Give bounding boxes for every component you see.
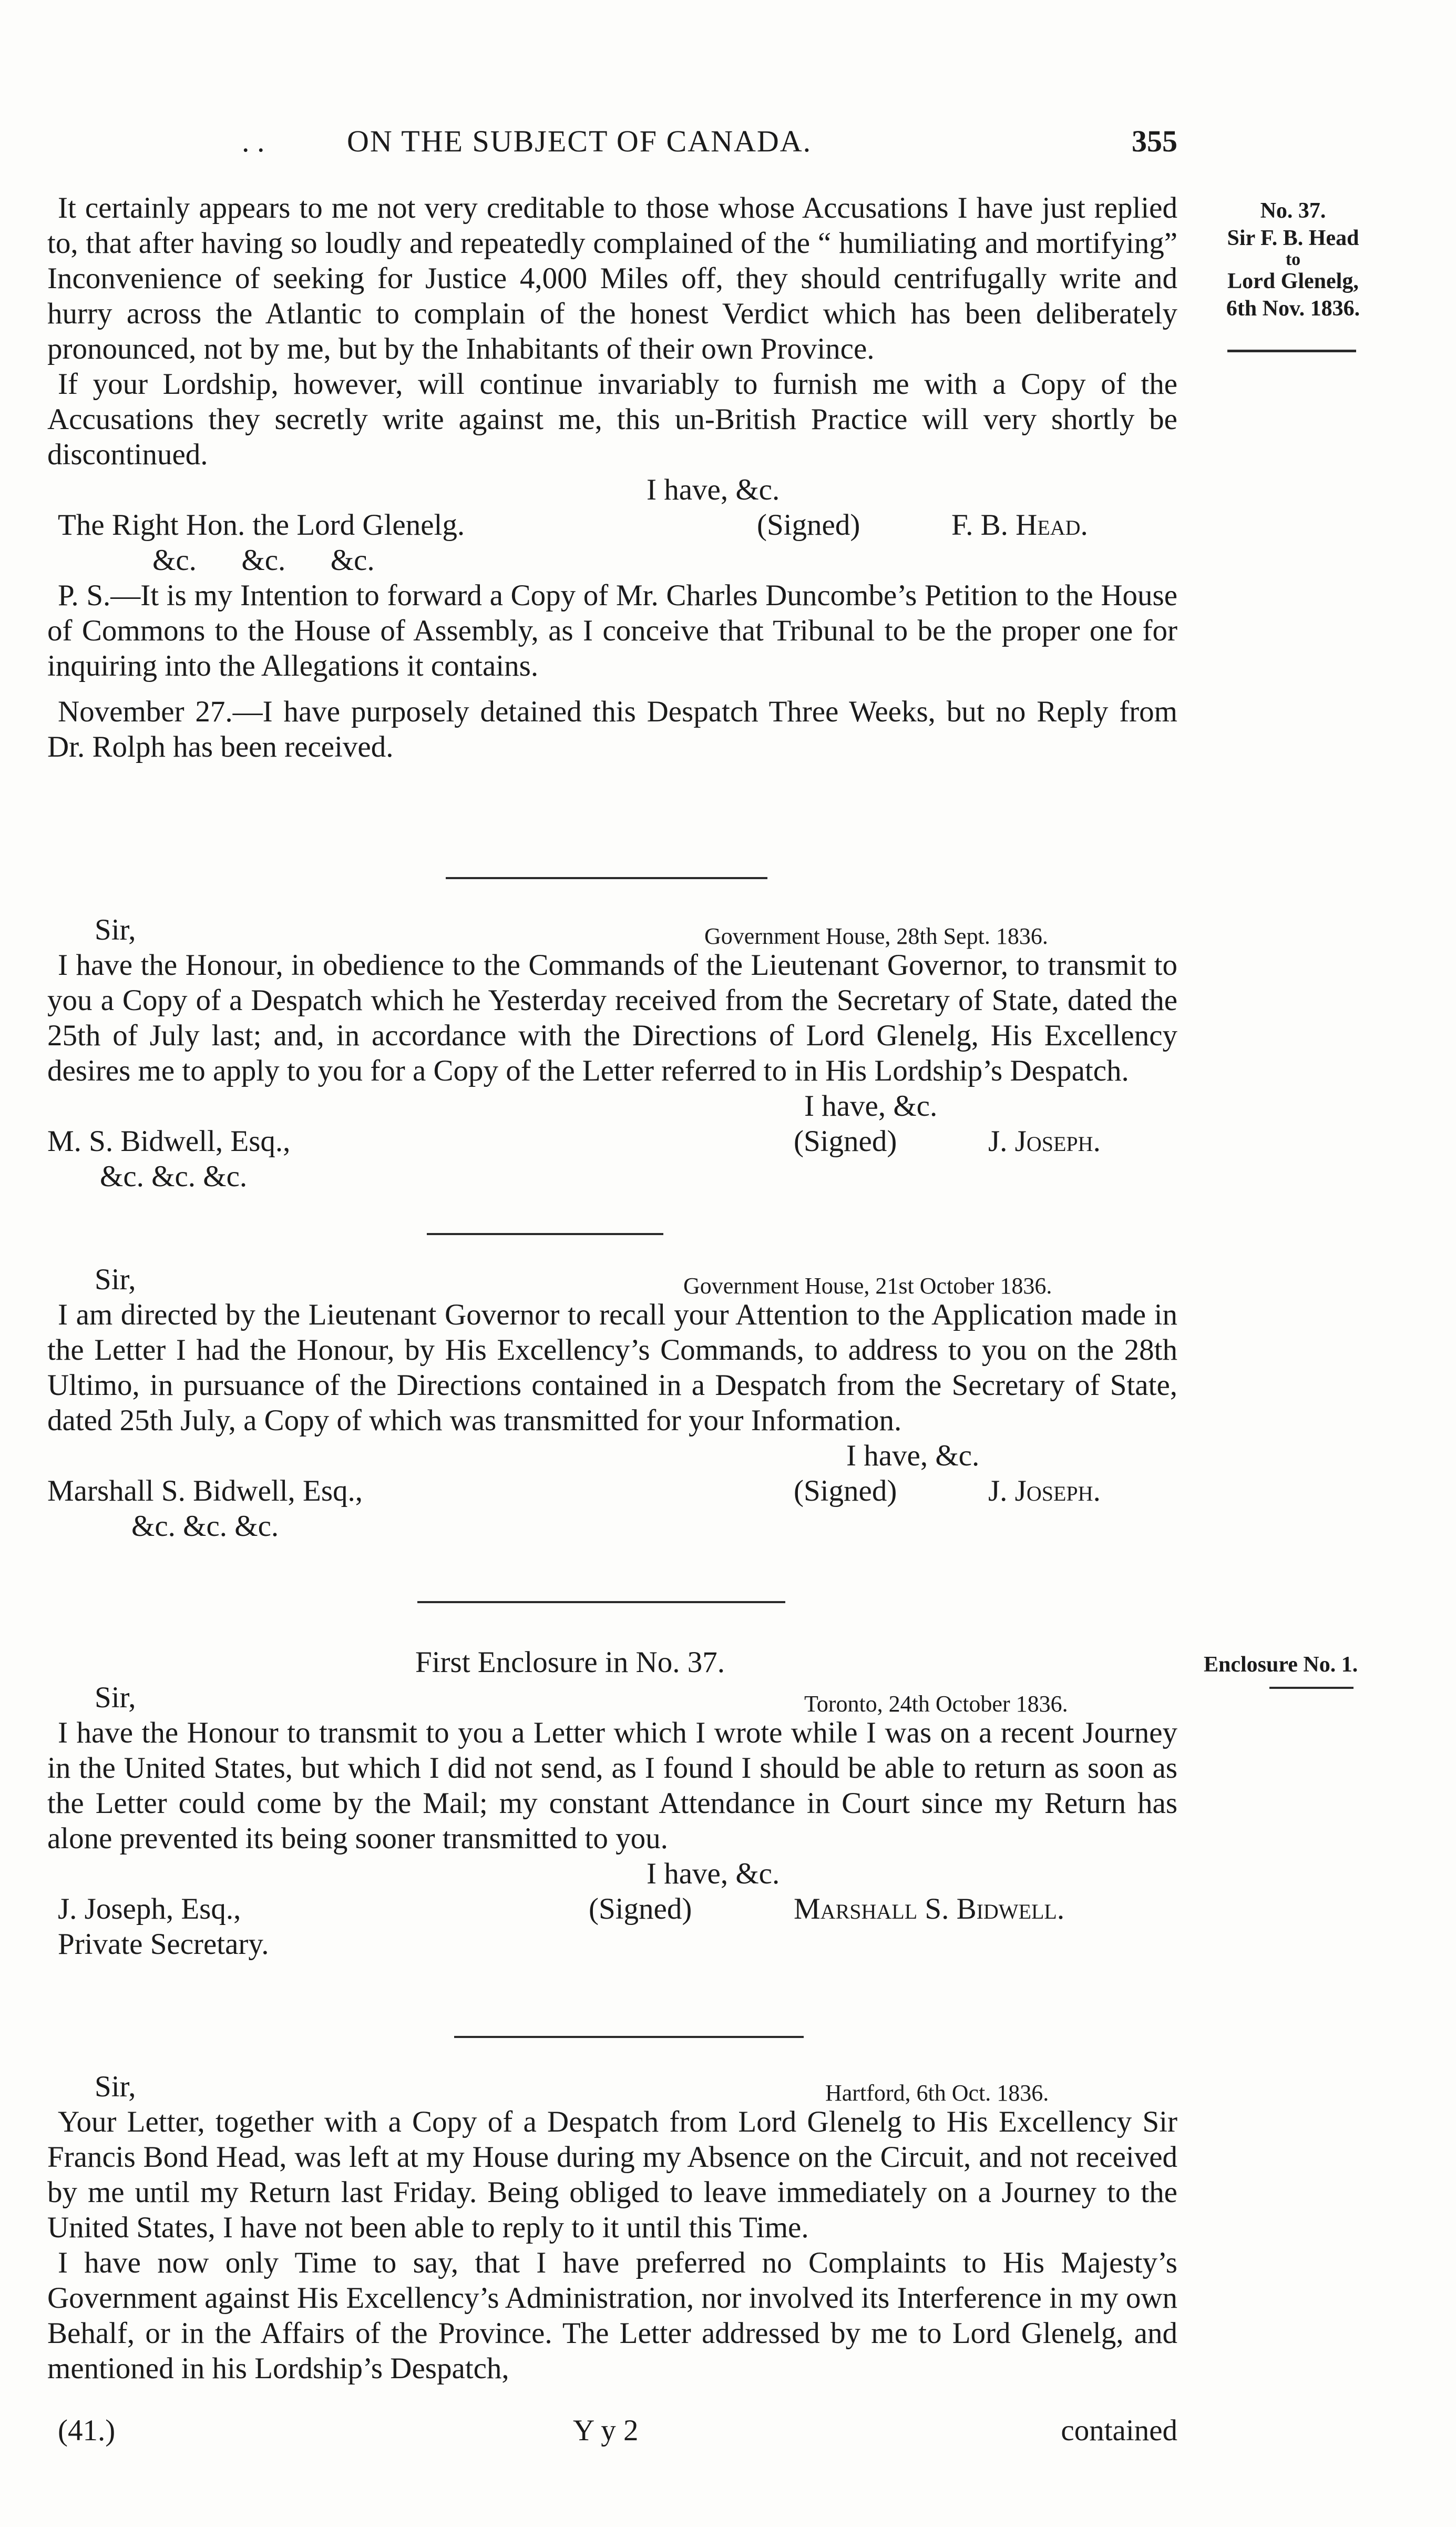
footer-signature-mark: Y y 2 (573, 2414, 639, 2447)
closing-row (47, 1856, 1177, 1891)
page-footer (47, 2413, 1177, 2449)
signed-label: (Signed) (794, 1125, 897, 1158)
salutation: Sir, (95, 2070, 136, 2103)
salutation-row (47, 1262, 1177, 1297)
closing: I have, &c. (846, 1439, 980, 1472)
signature: J. Joseph. (988, 1125, 1101, 1158)
section-divider (417, 1601, 785, 1603)
postscript-note: November 27.—I have purposely detained this Despatch Three Weeks, but no Reply from Dr. Rolph has been received. (47, 695, 1177, 763)
addressee: M. S. Bidwell, Esq., (47, 1125, 291, 1158)
enclosure-heading-row (47, 1645, 1177, 1680)
enclosure-heading: First Enclosure in No. 37. (415, 1646, 725, 1679)
page-number: 355 (1132, 124, 1177, 158)
footer-catchword: contained (1061, 2414, 1177, 2447)
section-divider (446, 877, 767, 879)
salutation: Sir, (95, 913, 136, 946)
addressee: The Right Hon. the Lord Glenelg. (58, 508, 465, 542)
paragraph: If your Lordship, however, will continue invariably to furnish me with a Copy of the Accusations they secretly write against me, this un-British Practice will very shortly be discontinued. (47, 368, 1177, 471)
letter-body: I have the Honour, in obedience to the Commands of the Lieutenant Governor, to transmit to you a Copy of a Despatch which he Yesterday received from the Secretary of State, dated the 25th of July last; and, in accordance with the Directions of Lord Glenelg, His Excellency desires me to apply to you for a Copy of the Letter referred to in His Lordship’s Despatch. (47, 949, 1177, 1087)
dateline: Hartford, 6th Oct. 1836. (825, 2080, 1049, 2106)
margin-note-despatch (1198, 197, 1388, 322)
salutation: Sir, (95, 1681, 136, 1714)
closing-row (47, 472, 1177, 507)
letter-28-sept (47, 912, 1177, 1194)
postscript: P. S.—It is my Intention to forward a Copy of Mr. Charles Duncombe’s Petition to the House of Commons to the House of Assembly, as I conceive that Tribunal to be the proper one for inquiring into the Allegations it contains. (47, 579, 1177, 682)
addressee-etc-row (47, 543, 1177, 578)
margin-note-line: No. 37. (1260, 199, 1326, 223)
salutation: Sir, (95, 1263, 136, 1296)
addressee-role-row (47, 1927, 1177, 1962)
page-title: ON THE SUBJECT OF CANADA. (347, 124, 812, 158)
letter-body: I am directed by the Lieutenant Governor to recall your Attention to the Application made in the Letter I had the Honour, by His Excellency’s Commands, to address to you on the 28th Ultimo, in pursuance of the Directions contained in a Despatch from the Secretary of State, dated 25th July, a Copy of which was transmitted for your Information. (47, 1298, 1177, 1437)
closing-row (47, 1088, 1177, 1124)
letter-21-october (47, 1262, 1177, 1544)
section-divider (427, 1233, 663, 1235)
dateline: Toronto, 24th October 1836. (804, 1691, 1068, 1717)
salutation-row (47, 2069, 1177, 2104)
signature-row (47, 1473, 1177, 1509)
signed-label: (Signed) (757, 508, 860, 542)
margin-note-line: Sir F. B. Head (1227, 226, 1359, 250)
margin-note-line: to (1285, 250, 1301, 269)
margin-divider (1269, 1687, 1354, 1689)
addressee-etc: &c. &c. &c. (100, 1160, 248, 1193)
addressee-etc-row (47, 1509, 1177, 1544)
dateline: Government House, 28th Sept. 1836. (704, 923, 1048, 949)
salutation-row (47, 912, 1177, 947)
addressee-role: Private Secretary. (58, 1928, 269, 1961)
addressee: Marshall S. Bidwell, Esq., (47, 1474, 363, 1507)
paragraph: It certainly appears to me not very creditable to those whose Accusations I have just replied to, that after having so loudly and repeatedly complained of the “ humiliating and mortifying” Inconvenience of seeking for Justice 4,000 Miles off, they should centrifugally write and hurry across the Atlantic to complain of the honest Verdict which has been deliberately pronounced, not by me, but by the Inhabitants of their own Province. (47, 191, 1177, 365)
signature-row (47, 1891, 1177, 1927)
closing: I have, &c. (804, 1089, 938, 1123)
first-enclosure (47, 1645, 1177, 1962)
closing: I have, &c. (647, 1857, 780, 1890)
running-header (242, 124, 1177, 160)
paragraph: Your Letter, together with a Copy of a Despatch from Lord Glenelg to His Excellency Sir Francis Bond Head, was left at my House during my Absence on the Circuit, and not received by me until my Return last Friday. Being obliged to leave immediately on a Journey to the United States, I have not been able to reply to it until this Time. (47, 2105, 1177, 2244)
addressee: J. Joseph, Esq., (58, 1892, 241, 1925)
signed-label: (Signed) (794, 1474, 897, 1507)
addressee-etc: &c. &c. &c. (152, 544, 375, 577)
closing: I have, &c. (647, 473, 780, 506)
signature: F. B. Head. (951, 508, 1088, 542)
signature-row (47, 507, 1177, 543)
addressee-etc: &c. &c. &c. (131, 1510, 279, 1543)
salutation-row (47, 1680, 1177, 1715)
signature-row (47, 1124, 1177, 1159)
paragraph: I have now only Time to say, that I have preferred no Complaints to His Majesty’s Government against His Excellency’s Administration, nor involved its Interference in my own Behalf, or in the Affairs of the Province. The Letter addressed by me to Lord Glenelg, and mentioned in his Lordship’s Despatch, (47, 2246, 1177, 2385)
despatch-continuation (47, 190, 1177, 765)
letter-body: I have the Honour to transmit to you a Letter which I wrote while I was on a recent Journey in the United States, but which I did not send, as I found I should be able to return as soon as the Letter could come by the Mail; my constant Attendance in Court since my Return has alone prevented its being sooner transmitted to you. (47, 1716, 1177, 1855)
signed-label: (Signed) (589, 1892, 692, 1925)
header-dots: . . (242, 124, 265, 158)
signature: J. Joseph. (988, 1474, 1101, 1507)
margin-note-line: Enclosure No. 1. (1204, 1653, 1358, 1677)
letter-hartford (47, 2069, 1177, 2386)
margin-note-line: Lord Glenelg, (1227, 269, 1359, 293)
addressee-etc-row (47, 1159, 1177, 1194)
margin-note-line: 6th Nov. 1836. (1226, 297, 1360, 321)
section-divider (454, 2036, 804, 2038)
dateline: Government House, 21st October 1836. (683, 1273, 1052, 1299)
signature: Marshall S. Bidwell. (794, 1892, 1065, 1925)
footer-sheet-number: (41.) (58, 2414, 116, 2447)
margin-divider (1227, 350, 1356, 352)
margin-note-enclosure (1204, 1651, 1430, 1678)
closing-row (47, 1438, 1177, 1473)
